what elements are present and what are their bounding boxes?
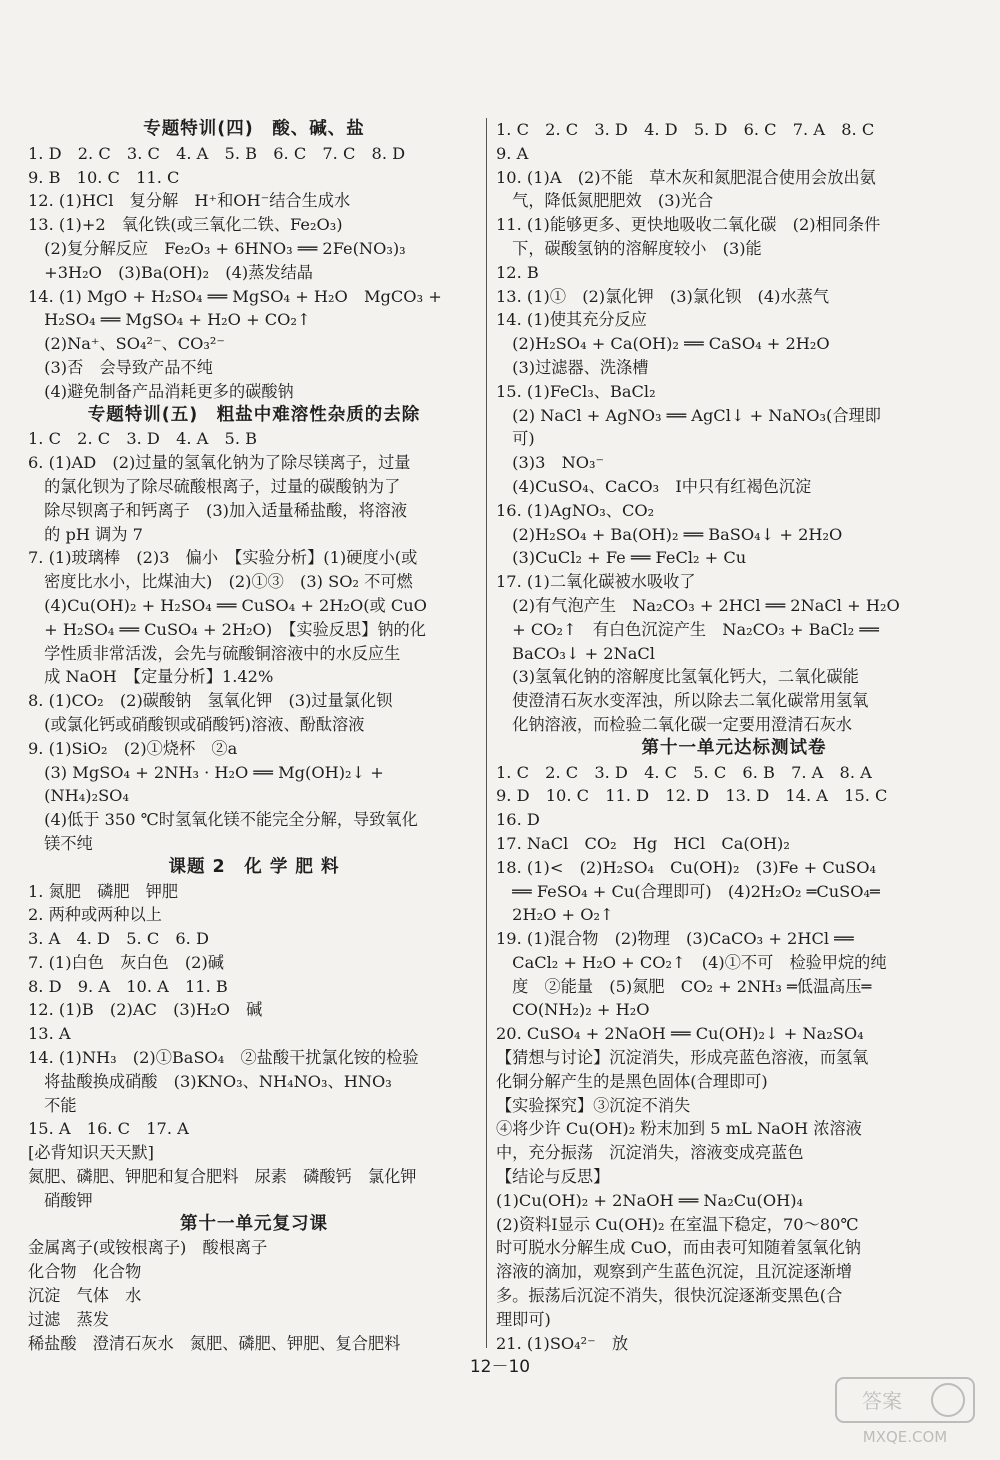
answer-line: (4)CuSO₄、CaCO₃ Ⅰ中只有红褐色沉淀 bbox=[496, 476, 812, 496]
answer-line: (3)否 会导致产品不纯 bbox=[28, 357, 213, 377]
answer-line: 1. C 2. C 3. D 4. C 5. C 6. B 7. A 8. A bbox=[496, 762, 872, 782]
section-heading: 课题 2 化 学 肥 料 bbox=[168, 856, 340, 877]
answer-line: 16. D bbox=[496, 810, 540, 830]
answer-line: +3H₂O (3)Ba(OH)₂ (4)蒸发结晶 bbox=[28, 262, 313, 282]
answer-line: (2)资料Ⅰ显示 Cu(OH)₂ 在室温下稳定，70～80℃ bbox=[496, 1214, 859, 1234]
column-divider bbox=[486, 118, 487, 1348]
answer-line: 溶液的滴加，观察到产生蓝色沉淀，且沉淀逐渐增 bbox=[496, 1262, 853, 1282]
answer-line: (4)低于 350 ℃时氢氧化镁不能完全分解，导致氧化 bbox=[28, 810, 418, 830]
answer-line: 镁不纯 bbox=[28, 833, 93, 853]
answer-line: 14. (1)NH₃ (2)①BaSO₄ ②盐酸干扰氯化铵的检验 bbox=[28, 1048, 419, 1068]
section-heading: 第十一单元复习课 bbox=[180, 1213, 328, 1234]
answer-line: 13. (1)① (2)氯化钾 (3)氯化钡 (4)水蒸气 bbox=[496, 286, 830, 306]
answer-line: 除尽钡离子和钙离子 (3)加入适量稀盐酸，将溶液 bbox=[28, 500, 408, 520]
answer-line: + H₂SO₄ ══ CuSO₄ + 2H₂O) 【实验反思】钠的化 bbox=[28, 619, 426, 639]
answer-line: 可) bbox=[496, 429, 535, 449]
answer-line: 2H₂O + O₂↑ bbox=[496, 905, 614, 925]
answer-line: 稀盐酸 澄清石灰水 氮肥、磷肥、钾肥、复合肥料 bbox=[28, 1333, 401, 1353]
answer-line: 下，碳酸氢钠的溶解度较小 (3)能 bbox=[496, 238, 762, 258]
answer-line: 15. (1)FeCl₃、BaCl₂ bbox=[496, 381, 656, 401]
answer-line: (4)避免制备产品消耗更多的碳酸钠 bbox=[28, 381, 294, 401]
answer-line: 1. C 2. C 3. D 4. D 5. D 6. C 7. A 8. C bbox=[496, 120, 875, 139]
answer-line: 度 ②能量 (5)氮肥 CO₂ + 2NH₃ ═低温高压═ bbox=[496, 976, 872, 996]
page-number: 12－10 bbox=[469, 1357, 531, 1377]
section-heading: 第十一单元达标测试卷 bbox=[641, 737, 827, 758]
answer-line: 7. (1)白色 灰白色 (2)碱 bbox=[28, 952, 224, 972]
answer-line: 21. (1)SO₄²⁻ 放 bbox=[496, 1333, 629, 1353]
answer-line: (3) MgSO₄ + 2NH₃ · H₂O ══ Mg(OH)₂↓ + bbox=[28, 762, 384, 782]
answer-line: 【猜想与讨论】沉淀消失，形成亮蓝色溶液，而氢氧 bbox=[496, 1048, 869, 1068]
answer-line: (2) NaCl + AgNO₃ ══ AgCl↓ + NaNO₃(合理即 bbox=[496, 405, 881, 425]
answer-line: 13. A bbox=[28, 1024, 71, 1044]
answer-line: (3)过滤器、洗涤槽 bbox=[496, 357, 649, 377]
answer-line: BaCO₃↓ + 2NaCl bbox=[496, 643, 655, 663]
answer-line: 学性质非常活泼，会先与硫酸铜溶液中的水反应生 bbox=[28, 643, 401, 663]
answer-line: 7. (1)玻璃棒 (2)3 偏小 【实验分析】(1)硬度小(或 bbox=[28, 548, 418, 568]
answer-line: (4)Cu(OH)₂ + H₂SO₄ ══ CuSO₄ + 2H₂O(或 CuO bbox=[28, 595, 427, 615]
answer-line: 14. (1) MgO + H₂SO₄ ══ MgSO₄ + H₂O MgCO₃ + bbox=[28, 286, 442, 306]
answer-line: 1. 氮肥 磷肥 钾肥 bbox=[28, 881, 179, 901]
answer-line: 【结论与反思】 bbox=[496, 1167, 610, 1187]
answer-line: 气，降低氮肥肥效 (3)光合 bbox=[496, 191, 714, 211]
answer-line: (3)CuCl₂ + Fe ══ FeCl₂ + Cu bbox=[496, 548, 747, 568]
answer-line: + CO₂↑ 有白色沉淀产生 Na₂CO₃ + BaCl₂ ══ bbox=[496, 619, 879, 639]
answer-line: 16. (1)AgNO₃、CO₂ bbox=[496, 500, 655, 520]
answer-line: (3)3 NO₃⁻ bbox=[496, 453, 605, 473]
answer-line: 的氯化钡为了除尽硫酸根离子，过量的碳酸钠为了 bbox=[28, 476, 401, 496]
left-column bbox=[28, 118, 480, 1355]
answer-line: 【实验探究】③沉淀不消失 bbox=[496, 1095, 691, 1115]
answer-line: 化合物 化合物 bbox=[28, 1262, 142, 1282]
svg-text:答案: 答案 bbox=[862, 1389, 902, 1413]
answer-line: (NH₄)₂SO₄ bbox=[28, 786, 129, 806]
answer-line: 将盐酸换成硝酸 (3)KNO₃、NH₄NO₃、HNO₃ bbox=[28, 1071, 392, 1091]
answer-line: 9. (1)SiO₂ (2)①烧杯 ②a bbox=[28, 738, 238, 758]
answer-line: [必背知识天天默] bbox=[28, 1143, 154, 1163]
answer-line: CaCl₂ + H₂O + CO₂↑ (4)①不可 检验甲烷的纯 bbox=[496, 952, 887, 972]
answer-line: (2)H₂SO₄ + Ca(OH)₂ ══ CaSO₄ + 2H₂O bbox=[496, 334, 830, 354]
answer-line: 9. D 10. C 11. D 12. D 13. D 14. A 15. C bbox=[496, 786, 888, 806]
answer-line: 2. 两种或两种以上 bbox=[28, 905, 162, 925]
answer-line: 9. A bbox=[496, 143, 529, 163]
answer-line: 17. (1)二氧化碳被水吸收了 bbox=[496, 572, 696, 592]
answer-line: (3)氢氧化钠的溶解度比氢氧化钙大，二氧化碳能 bbox=[496, 667, 859, 687]
answer-line: 12. (1)B (2)AC (3)H₂O 碱 bbox=[28, 1000, 263, 1020]
answer-line: 3. A 4. D 5. C 6. D bbox=[28, 929, 209, 949]
answer-line: CO(NH₂)₂ + H₂O bbox=[496, 1000, 650, 1020]
answer-line: 多。振荡后沉淀不消失，很快沉淀逐渐变黑色(合 bbox=[496, 1286, 843, 1306]
answer-line: 18. (1)< (2)H₂SO₄ Cu(OH)₂ (3)Fe + CuSO₄ bbox=[496, 857, 877, 877]
answer-line: 19. (1)混合物 (2)物理 (3)CaCO₃ + 2HCl ══ bbox=[496, 929, 854, 949]
answer-line: 的 pH 调为 7 bbox=[28, 524, 143, 544]
answer-line: 8. (1)CO₂ (2)碳酸钠 氢氧化钾 (3)过量氯化钡 bbox=[28, 691, 393, 711]
answer-line: H₂SO₄ ══ MgSO₄ + H₂O + CO₂↑ bbox=[28, 310, 311, 330]
answer-line: 中，充分振荡 沉淀消失，溶液变成亮蓝色 bbox=[496, 1143, 804, 1163]
answer-line: (2)Na⁺、SO₄²⁻、CO₃²⁻ bbox=[28, 334, 225, 354]
svg-text:MXQE.COM: MXQE.COM bbox=[862, 1428, 948, 1446]
answer-line: (2)复分解反应 Fe₂O₃ + 6HNO₃ ══ 2Fe(NO₃)₃ bbox=[28, 238, 406, 258]
answer-line: 1. D 2. C 3. C 4. A 5. B 6. C 7. C 8. D bbox=[28, 143, 406, 163]
answer-line: 1. C 2. C 3. D 4. A 5. B bbox=[28, 429, 258, 449]
watermark-logo bbox=[830, 1370, 980, 1450]
answer-line: (1)Cu(OH)₂ + 2NaOH ══ Na₂Cu(OH)₄ bbox=[496, 1190, 804, 1210]
answer-line: 使澄清石灰水变浑浊，所以除去二氧化碳常用氢氧 bbox=[496, 691, 869, 711]
answer-line: 密度比水小，比煤油大) (2)①③ (3) SO₂ 不可燃 bbox=[28, 572, 413, 592]
answer-line: 9. B 10. C 11. C bbox=[28, 167, 180, 187]
answer-line: 化钠溶液，而检验二氧化碳一定要用澄清石灰水 bbox=[496, 714, 853, 734]
answer-line: 12. B bbox=[496, 262, 539, 282]
answer-line: 理即可) bbox=[496, 1309, 551, 1329]
answer-line: ④将少许 Cu(OH)₂ 粉末加到 5 mL NaOH 浓溶液 bbox=[496, 1119, 862, 1139]
section-heading: 专题特训(四) 酸、碱、盐 bbox=[143, 119, 365, 139]
answer-line: 14. (1)使其充分反应 bbox=[496, 310, 647, 330]
answer-line: 硝酸钾 bbox=[28, 1190, 93, 1210]
answer-line: (或氯化钙或硝酸钡或硝酸钙)溶液、酚酞溶液 bbox=[28, 714, 365, 734]
answer-line: 成 NaOH 【定量分析】1.42% bbox=[28, 667, 274, 687]
answer-line: (2)H₂SO₄ + Ba(OH)₂ ══ BaSO₄↓ + 2H₂O bbox=[496, 524, 843, 544]
answer-line: 沉淀 气体 水 bbox=[28, 1286, 142, 1306]
answer-line: 时可脱水分解生成 CuO，而由表可知随着氢氧化钠 bbox=[496, 1238, 861, 1258]
answer-line: 13. (1)+2 氧化铁(或三氧化二铁、Fe₂O₃) bbox=[28, 215, 343, 235]
answer-line: 11. (1)能够更多、更快地吸收二氧化碳 (2)相同条件 bbox=[496, 215, 881, 235]
answer-line: (2)有气泡产生 Na₂CO₃ + 2HCl ══ 2NaCl + H₂O bbox=[496, 595, 900, 615]
answer-line: 12. (1)HCl 复分解 H⁺和OH⁻结合生成水 bbox=[28, 191, 351, 211]
answer-line: 化铜分解产生的是黑色固体(合理即可) bbox=[496, 1071, 768, 1091]
answer-line: 金属离子(或铵根离子) 酸根离子 bbox=[28, 1238, 268, 1258]
right-column bbox=[496, 118, 972, 1355]
answer-line: 15. A 16. C 17. A bbox=[28, 1119, 189, 1139]
answer-line: 不能 bbox=[28, 1095, 77, 1115]
answer-line: 氮肥、磷肥、钾肥和复合肥料 尿素 磷酸钙 氯化钾 bbox=[28, 1167, 417, 1187]
answer-line: ══ FeSO₄ + Cu(合理即可) (4)2H₂O₂ ═CuSO₄═ bbox=[496, 881, 880, 901]
answer-line: 20. CuSO₄ + 2NaOH ══ Cu(OH)₂↓ + Na₂SO₄ bbox=[496, 1024, 864, 1044]
answer-line: 过滤 蒸发 bbox=[28, 1309, 109, 1329]
answer-line: 17. NaCl CO₂ Hg HCl Ca(OH)₂ bbox=[496, 833, 790, 853]
section-heading: 专题特训(五) 粗盐中难溶性杂质的去除 bbox=[87, 404, 421, 425]
answer-line: 10. (1)A (2)不能 草木灰和氮肥混合使用会放出氨 bbox=[496, 167, 876, 187]
answer-line: 8. D 9. A 10. A 11. B bbox=[28, 976, 228, 996]
answer-line: 6. (1)AD (2)过量的氢氧化钠为了除尽镁离子，过量 bbox=[28, 453, 411, 473]
